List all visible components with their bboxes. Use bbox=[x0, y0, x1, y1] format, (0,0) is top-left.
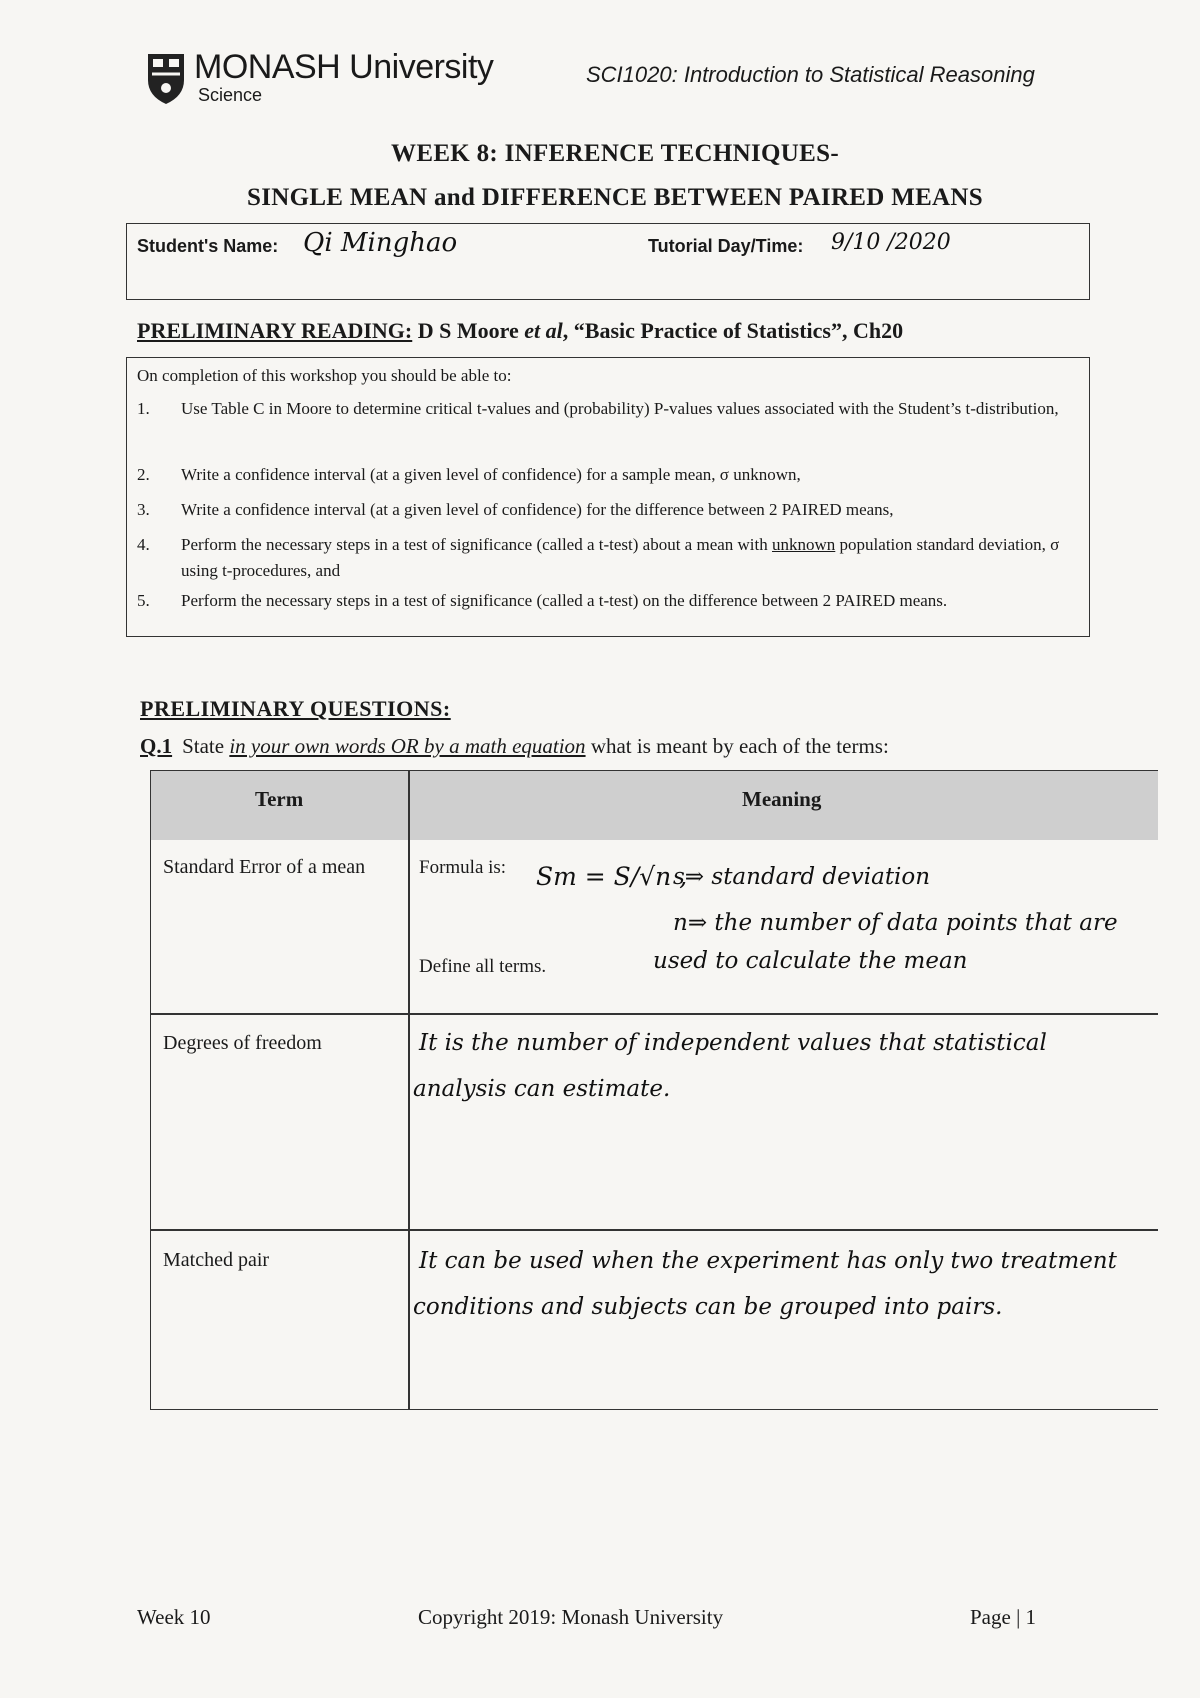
question-number: Q.1 bbox=[140, 734, 173, 758]
logo-faculty: Science bbox=[198, 85, 263, 105]
course-title: SCI1020: Introduction to Statistical Reasoning bbox=[586, 62, 1035, 87]
handwritten-def-s[interactable]: s⇒ standard deviation bbox=[673, 864, 931, 890]
footer-week: Week 10 bbox=[137, 1605, 211, 1629]
objective-item: 3. Write a confidence interval (at a given level of confidence) for the difference between 2 PAIRED means, bbox=[137, 500, 894, 519]
reading-book: , “Basic Practice of Statistics”, Ch20 bbox=[562, 318, 904, 343]
column-header-meaning: Meaning bbox=[742, 787, 822, 811]
define-label: Define all terms. bbox=[419, 956, 547, 977]
handwritten-def-n[interactable]: n⇒ the number of data points that are bbox=[673, 910, 1118, 936]
term-standard-error: Standard Error of a mean bbox=[163, 856, 366, 878]
question-1: Q.1 State in your own words OR by a math equation what is meant by each of the terms: bbox=[140, 734, 889, 758]
handwritten-mp-line2[interactable]: conditions and subjects can be grouped into pairs. bbox=[413, 1294, 1003, 1320]
student-name-value[interactable]: Qi Minghao bbox=[303, 228, 458, 258]
monash-logo bbox=[144, 50, 493, 106]
objective-item: 5. Perform the necessary steps in a test of significance (called a t-test) on the difference between 2 PAIRED means. bbox=[137, 591, 948, 610]
terms-table bbox=[150, 770, 1158, 1410]
preliminary-reading bbox=[137, 318, 903, 344]
objectives-box bbox=[126, 357, 1090, 637]
table-header bbox=[151, 770, 1158, 840]
term-matched-pair: Matched pair bbox=[163, 1249, 270, 1271]
page-title-line2: SINGLE MEAN and DIFFERENCE BETWEEN PAIRED MEANS bbox=[247, 184, 983, 211]
row-divider bbox=[151, 1229, 1158, 1231]
handwritten-formula[interactable]: Sm = S/√n , bbox=[536, 862, 688, 891]
handwritten-dof-line1[interactable]: It is the number of independent values that statistical bbox=[419, 1030, 1047, 1056]
column-header-term: Term bbox=[255, 787, 304, 811]
objective-item: 2. Write a confidence interval (at a given level of confidence) for a sample mean, σ unknown, bbox=[137, 465, 801, 484]
tutorial-time-value[interactable]: 9/10 /2020 bbox=[831, 230, 951, 255]
objective-item: 4. Perform the necessary steps in a test of significance (called a t-test) about a mean with unknown population standard deviation, σ using t-procedures, and bbox=[137, 535, 1060, 580]
handwritten-dof-line2[interactable]: analysis can estimate. bbox=[413, 1076, 671, 1102]
preliminary-questions-heading: PRELIMINARY QUESTIONS: bbox=[140, 696, 451, 721]
logo-wordmark: MONASH University bbox=[194, 48, 494, 86]
column-divider bbox=[408, 770, 410, 1409]
student-name-label: Student's Name: bbox=[137, 236, 279, 256]
student-info-box bbox=[126, 223, 1090, 300]
tutorial-time-label: Tutorial Day/Time: bbox=[648, 236, 804, 256]
term-degrees-of-freedom: Degrees of freedom bbox=[163, 1032, 322, 1054]
reading-author: D S Moore bbox=[417, 318, 519, 343]
reading-label: PRELIMINARY READING: bbox=[137, 318, 413, 343]
row-divider bbox=[151, 1013, 1158, 1015]
reading-et-al: et al bbox=[524, 318, 563, 343]
objectives-intro: On completion of this workshop you should be able to: bbox=[137, 366, 512, 385]
handwritten-mp-line1[interactable]: It can be used when the experiment has only two treatment bbox=[419, 1248, 1117, 1274]
footer-copyright: Copyright 2019: Monash University bbox=[418, 1605, 724, 1629]
page-title-line1: WEEK 8: INFERENCE TECHNIQUES- bbox=[391, 140, 839, 167]
objective-item: 1. Use Table C in Moore to determine critical t-values and (probability) P-values values associated with the Student’s t-distribution, bbox=[137, 399, 1059, 418]
monash-crest-icon bbox=[144, 50, 188, 106]
formula-label: Formula is: bbox=[419, 857, 507, 878]
handwritten-def-n-cont[interactable]: used to calculate the mean bbox=[653, 948, 968, 974]
footer-page-number: Page | 1 bbox=[970, 1605, 1037, 1629]
